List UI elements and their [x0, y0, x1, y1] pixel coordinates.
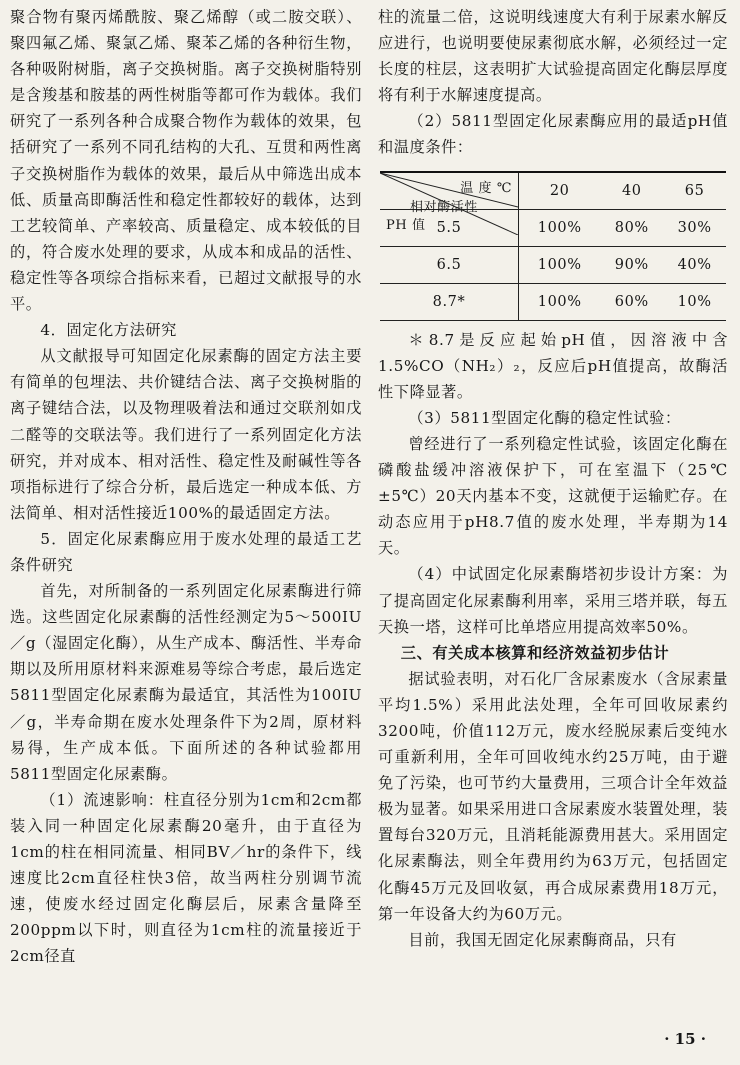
value-cell: 30% — [663, 209, 726, 246]
paragraph: 聚合物有聚丙烯酰胺、聚乙烯醇（或二胺交联）、聚四氟乙烯、聚氯乙烯、聚苯乙烯的各种衍生物，各种吸附树脂，离子交换树脂。离子交换树脂特别是含羧基和胺基的两性树脂等都可作为载体。我们研究了一系列各种合成聚合物作为载体的效果，包括研究了一系列不同孔结构的大孔、互贯和两性离子交换树脂作为载体的效果，最后从中筛选出成本低、质量高即酶活性和稳定性都较好的载体，达到工艺较简单、产率较高、质量稳定、成本较低的目的，符合废水处理的要求，从成本和成品的活性、稳定性等各项综合指标来看，已超过文献报导的水平。 — [10, 8, 362, 314]
ph-cell: 8.7* — [380, 283, 519, 320]
paragraph: （4）中试固定化尿素酶塔初步设计方案：为了提高固定化尿素酶利用率，采用三塔并联，每五天换一塔，这样可比单塔应用提高效率50%。 — [378, 565, 728, 636]
paragraph: 首先，对所制备的一系列固定化尿素酶进行筛选。这些固定化尿素酶的活性经测定为5～500IU／g（湿固定化酶），从生产成本、酶活性、半寿命期以及所用原材料来源难易等综合考虑，最后选定5811型固定化尿素酶为最适宜，其活性为100IU／g，半寿命期在废水处理条件下为2周，原材料易得，生产成本低。下面所述的各种试验都用5811型固定化尿素酶。 — [10, 582, 362, 783]
paragraph: 柱的流量二倍，这说明线速度大有利于尿素水解反应进行，也说明要使尿素彻底水解，必须经过一定长度的柱层，这表明扩大试验提高固定化酶层厚度将有利于水解速度提高。 — [378, 8, 728, 105]
page-number: · 15 · — [664, 1030, 706, 1048]
table-row — [380, 283, 726, 320]
paragraph: 据试验表明，对石化厂含尿素废水（含尿素量平均1.5%）采用此法处理，全年可回收尿素约3200吨，价值112万元，废水经脱尿素后变纯水可重新利用，全年可回收纯水约25万吨，由于避免了污染，也可节约大量费用，三项合计全年效益极为显著。如果采用进口含尿素废水装置处理，装置每台320万元，且消耗能源费用甚大。采用固定化尿素酶法，则全年费用约为63万元，包括固定化酶45万元及回收氨，再合成尿素费用18万元，第一年设备大约为60万元。 — [378, 669, 728, 923]
ph-temperature-table — [380, 171, 726, 321]
left-column — [10, 4, 362, 969]
paragraph: 从文献报导可知固定化尿素酶的固定方法主要有简单的包埋法、共价键结合法、离子交换树脂的离子键结合法，以及物理吸着法和通过交联剂如戊二醛等的交联法等。我们进行了一系列固定化方法研究，并对成本、相对活性、稳定性及耐碱性等各项指标进行了综合分析，最后选定一种成本低、方法简单、相对活性接近100%的最适固定方法。 — [10, 347, 362, 522]
header-relative-activity: 相对酶活性 — [410, 199, 479, 215]
value-cell: 60% — [600, 283, 663, 320]
header-temperature: 温 度 ℃ — [460, 180, 512, 196]
value-cell: 100% — [519, 246, 601, 283]
ph-cell: 6.5 — [380, 246, 519, 283]
value-cell: 100% — [519, 209, 601, 246]
subheading: 5．固定化尿素酶应用于废水处理的最适工艺条件研究 — [10, 529, 362, 574]
paragraph: （1）流速影响：柱直径分别为1cm和2cm都装入同一种固定化尿素酶20毫升，由于直径为1cm的柱在相同流量、相同BV／hr的条件下，线速度比2cm直径柱快3倍，故当两柱分别调节流速，使废水经过固定化酶层后，尿素含量降至200ppm以下时，则直径为1cm柱的流量接近于2cm径直 — [10, 790, 362, 966]
value-cell: 100% — [519, 283, 601, 320]
table-footnote: ＊8.7是反应起始pH值，因溶液中含1.5%CO（NH₂）₂，反应后pH值提高，故酶活性下降显著。 — [378, 330, 728, 401]
subheading: （2）5811型固定化尿素酶应用的最适pH值和温度条件： — [378, 112, 728, 157]
value-cell: 90% — [600, 246, 663, 283]
temp-col-header: 65 — [663, 172, 726, 210]
paragraph: 曾经进行了一系列稳定性试验，该固定化酶在磷酸盐缓冲溶液保护下，可在室温下（25℃±5℃）20天内基本不变，这就便于运输贮存。在动态应用于pH8.7值的废水处理，半寿期为14天。 — [378, 434, 728, 558]
header-ph: PH 值 — [386, 217, 426, 233]
temp-col-header: 40 — [600, 172, 663, 210]
value-cell: 80% — [600, 209, 663, 246]
value-cell: 40% — [663, 246, 726, 283]
subheading: （3）5811型固定化酶的稳定性试验： — [408, 408, 681, 427]
subheading: 4．固定化方法研究 — [40, 321, 177, 340]
section-heading: 三、有关成本核算和经济效益初步估计 — [400, 643, 670, 662]
right-column — [378, 4, 728, 953]
ph-cell: 5.5 — [380, 209, 519, 246]
table-row — [380, 246, 726, 283]
paragraph: 目前，我国无固定化尿素酶商品，只有 — [408, 930, 677, 949]
temp-col-header: 20 — [519, 172, 601, 210]
value-cell: 10% — [663, 283, 726, 320]
